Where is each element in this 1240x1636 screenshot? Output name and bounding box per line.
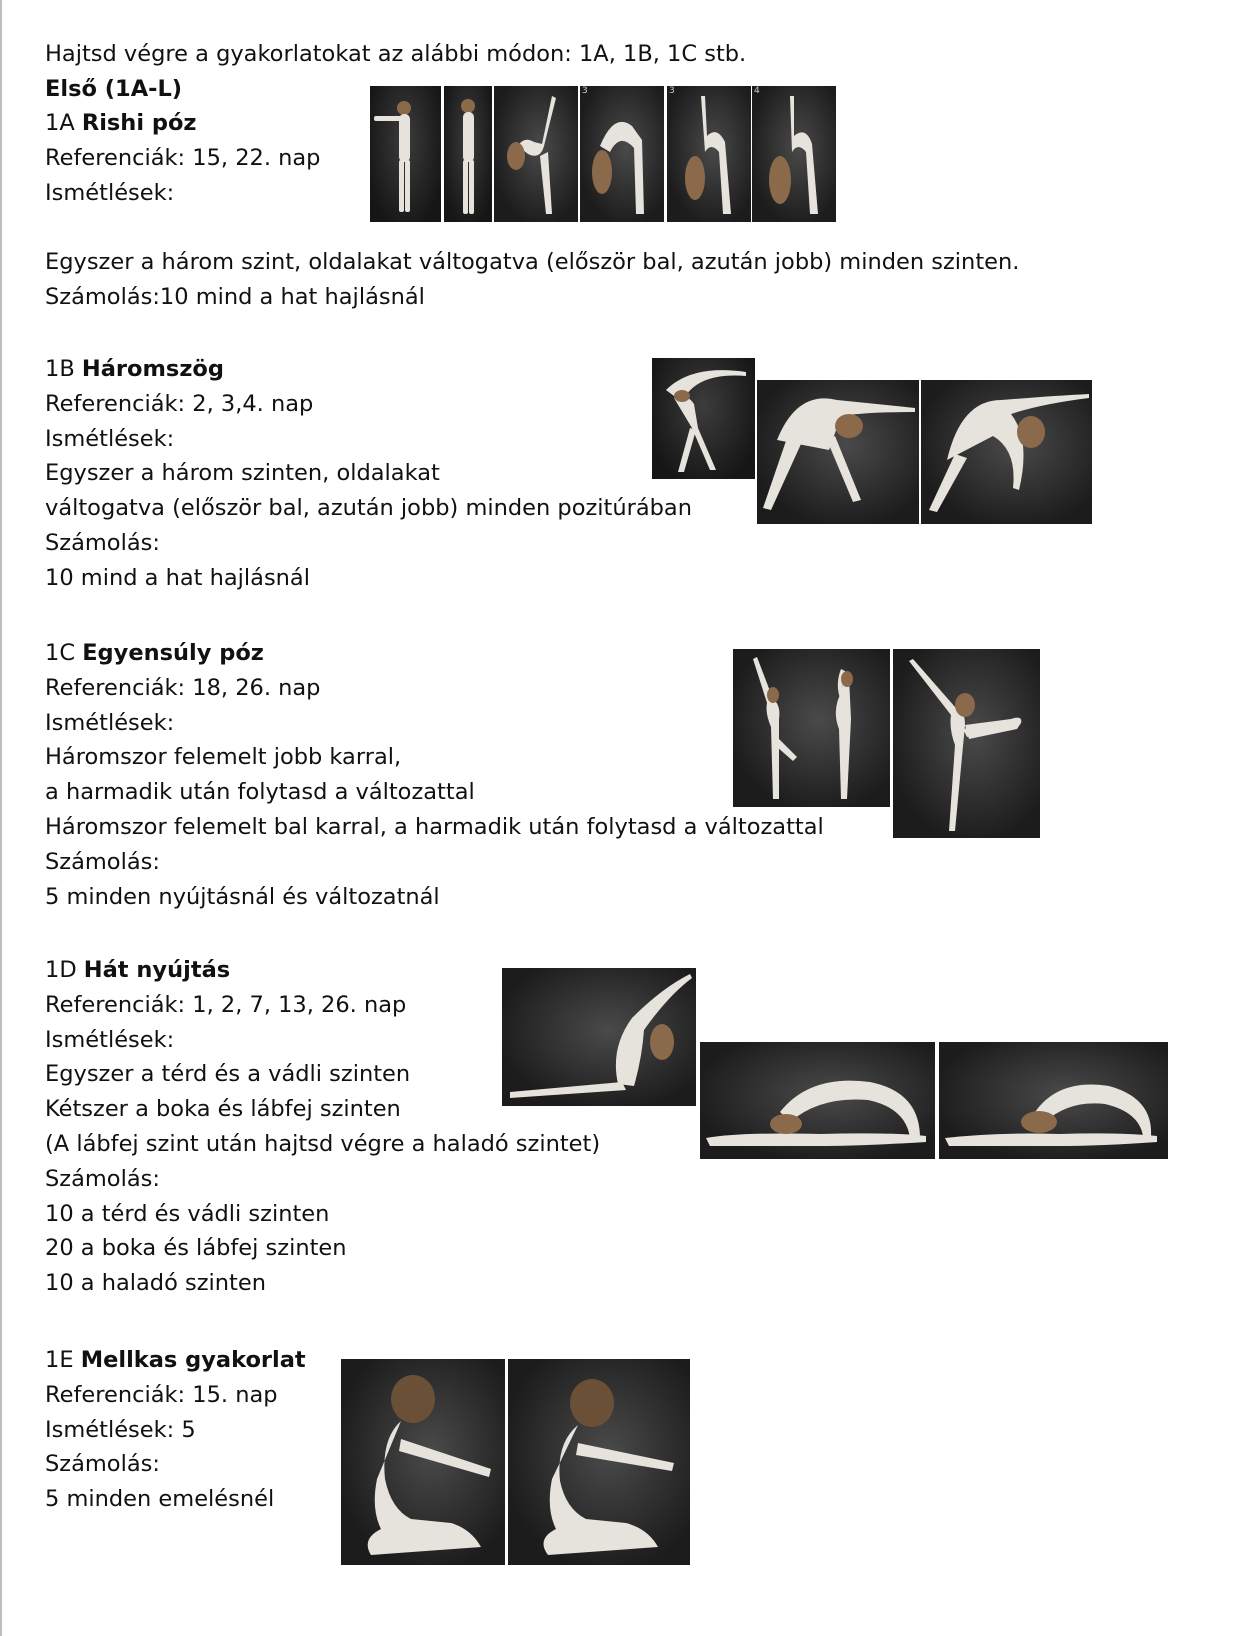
exercise-1b <box>45 352 692 596</box>
exercise-line: 10 a haladó szinten <box>45 1270 266 1297</box>
back-stretch-photo-3 <box>939 1042 1168 1159</box>
exercise-name: Egyensúly póz <box>82 640 264 666</box>
exercise-line: Számolás: <box>45 1451 160 1478</box>
exercise-line: Referenciák: 18, 26. nap <box>45 674 321 701</box>
triangle-photo-1 <box>652 358 755 479</box>
exercise-line: Számolás: <box>45 529 160 556</box>
exercise-line: Ismétlések: <box>45 709 175 736</box>
exercise-line: a harmadik után folytasd a változattal <box>45 779 475 806</box>
photo-corner-mark: 4 <box>754 86 760 96</box>
exercise-line: Referenciák: 15, 22. nap <box>45 144 321 171</box>
exercise-name: Hát nyújtás <box>83 957 231 983</box>
photo-corner-mark: 3 <box>582 86 588 96</box>
exercise-name: Mellkas gyakorlat <box>80 1347 306 1373</box>
exercise-line: Ismétlések: <box>45 425 175 452</box>
intro-text: Hajtsd végre a gyakorlatokat az alábbi módon: 1A, 1B, 1C stb. <box>45 41 747 67</box>
rishi-photo-2 <box>444 86 492 222</box>
exercise-line: Egyszer a térd és a vádli szinten <box>45 1061 411 1088</box>
exercise-line: Ismétlések: <box>45 1026 175 1053</box>
chest-exercise-photo-1 <box>341 1359 505 1565</box>
exercise-line: Kétszer a boka és lábfej szinten <box>45 1096 401 1123</box>
back-stretch-photo-2 <box>700 1042 935 1159</box>
exercise-heading <box>45 1343 306 1378</box>
exercise-line: váltogatva (először bal, azután jobb) minden pozitúrában <box>45 495 692 522</box>
exercise-line: 5 minden emelésnél <box>45 1486 275 1513</box>
rishi-photo-3 <box>494 86 578 222</box>
back-stretch-photo-1 <box>502 968 696 1106</box>
exercise-line: Ismétlések: <box>45 179 175 206</box>
page-left-border <box>0 0 2 1636</box>
exercise-name: Háromszög <box>81 356 224 382</box>
exercise-line: Háromszor felemelt jobb karral, <box>45 744 402 771</box>
balance-photo-1 <box>733 649 890 807</box>
exercise-code: 1E <box>45 1347 74 1373</box>
exercise-line: Számolás: <box>45 848 160 875</box>
balance-photo-2 <box>893 649 1040 838</box>
photo-corner-mark: 3 <box>669 86 675 96</box>
exercise-line: 20 a boka és lábfej szinten <box>45 1235 347 1262</box>
triangle-photo-2 <box>757 380 919 524</box>
exercise-name: Rishi póz <box>81 110 197 136</box>
exercise-code: 1B <box>45 356 75 382</box>
exercise-line: Egyszer a három szint, oldalakat váltogatva (először bal, azután jobb) minden szinten. <box>45 249 1020 276</box>
exercise-code: 1C <box>45 640 76 666</box>
chest-exercise-photo-2 <box>508 1359 690 1565</box>
triangle-photo-3 <box>921 380 1092 524</box>
exercise-line: Referenciák: 2, 3,4. nap <box>45 390 314 417</box>
exercise-line: Referenciák: 1, 2, 7, 13, 26. nap <box>45 991 407 1018</box>
exercise-line: (A lábfej szint után hajtsd végre a haladó szintet) <box>45 1130 601 1157</box>
exercise-line: Háromszor felemelt bal karral, a harmadik után folytasd a változattal <box>45 813 824 840</box>
exercise-1c <box>45 636 824 914</box>
exercise-line: Referenciák: 15. nap <box>45 1381 278 1408</box>
exercise-heading <box>45 636 824 671</box>
exercise-line: Egyszer a három szinten, oldalakat <box>45 460 440 487</box>
exercise-code: 1D <box>45 957 77 983</box>
rishi-photo-5 <box>667 86 751 222</box>
exercise-line: 5 minden nyújtásnál és változatnál <box>45 883 440 910</box>
exercise-line: 10 a térd és vádli szinten <box>45 1200 330 1227</box>
series-title: Első (1A-L) <box>45 75 183 102</box>
exercise-line: Számolás:10 mind a hat hajlásnál <box>45 283 425 310</box>
exercise-line: 10 mind a hat hajlásnál <box>45 564 310 591</box>
rishi-photo-4 <box>580 86 664 222</box>
exercise-code: 1A <box>45 110 75 136</box>
rishi-photo-6 <box>752 86 836 222</box>
exercise-heading <box>45 352 692 387</box>
exercise-line: Számolás: <box>45 1165 160 1192</box>
exercise-line: Ismétlések: 5 <box>45 1416 196 1443</box>
exercise-1e <box>45 1343 306 1517</box>
rishi-photo-1 <box>370 86 441 222</box>
